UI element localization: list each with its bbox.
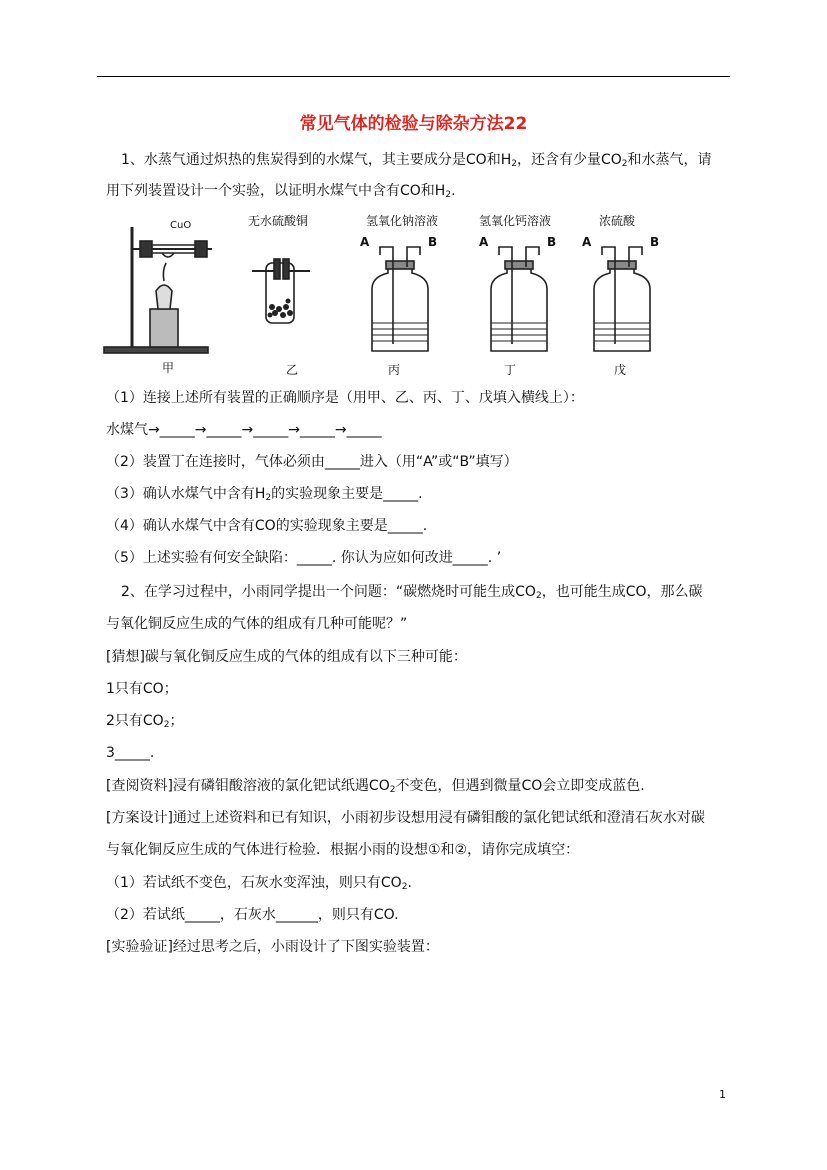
text: .: [407, 875, 412, 891]
q2-option1: 1只有CO；: [106, 681, 178, 697]
q1-part3: [106, 484, 423, 508]
q1-chain: 水煤气→_____→_____→_____→_____→_____: [106, 422, 382, 438]
q2-option2: [106, 711, 183, 735]
header-rule: [97, 76, 730, 77]
text: [查阅资料]浸有磷钼酸溶液的氯化钯试纸遇CO: [106, 778, 390, 794]
subscript: 2: [401, 882, 408, 892]
subscript: 2: [511, 159, 517, 169]
port-a-wu: A: [582, 235, 592, 249]
subscript: 2: [389, 785, 396, 795]
q2-design1: [方案设计]通过上述资料和已有知识，小雨初步设想用浸有磷钼酸的氯化钯试纸和澄清石灰水对碳: [106, 810, 705, 826]
subscript: 2: [535, 591, 542, 601]
label-h2so4: 浓硫酸: [599, 214, 636, 228]
text: ，也可能生成CO，那么碳: [541, 584, 703, 600]
port-b-ding: B: [547, 235, 557, 249]
q1-line1: [121, 150, 712, 174]
cuo-label: CuO: [170, 220, 192, 231]
label-anhydrous-cuso4: 无水硫酸铜: [248, 214, 309, 228]
subscript: 2: [445, 190, 452, 200]
text: 和水蒸气，请: [627, 152, 712, 168]
text: ；: [169, 713, 184, 729]
q1-part1: （1）连接上述所有装置的正确顺序是（用甲、乙、丙、丁、戊填入横线上）：: [106, 390, 584, 406]
text: 1、水蒸气通过炽热的焦炭得到的水煤气，其主要成分是CO和H: [121, 152, 512, 168]
q1-part2: （2）装置丁在连接时，气体必须由_____进入（用“A”或“B”填写）: [106, 454, 518, 470]
page-number: 1: [719, 1088, 726, 1101]
page-title: 常见气体的检验与除杂方法22: [299, 114, 528, 134]
q2-fill2: （2）若试纸_____，石灰水______，则只有CO.: [106, 907, 399, 923]
q2-design2: 与氧化铜反应生成的气体进行检验．根据小雨的设想①和②，请你完成填空：: [106, 842, 580, 858]
label-jia: 甲: [162, 361, 175, 375]
apparatus-ding: [491, 247, 547, 351]
apparatus-yi: [252, 259, 310, 323]
text: .: [451, 183, 456, 199]
q2-guess: [猜想]碳与氧化铜反应生成的气体的组成有以下三种可能：: [106, 649, 467, 665]
apparatus-wu: [594, 247, 650, 351]
port-b-wu: B: [650, 235, 660, 249]
apparatus-bing: [372, 247, 428, 351]
label-bing: 丙: [388, 363, 401, 377]
text: （1）若试纸不变色，石灰水变浑浊，则只有CO: [106, 875, 402, 891]
subscript: 2: [265, 493, 272, 503]
text: 2只有CO: [106, 713, 164, 729]
label-wu: 戊: [614, 363, 627, 377]
port-b-bing: B: [428, 235, 438, 249]
label-naoh: 氢氧化钠溶液: [366, 214, 439, 228]
apparatus-drawing: [102, 209, 662, 385]
q1-part5: （5）上述实验有何安全缺陷：_____. 你认为应如何改进_____. ’: [106, 550, 502, 566]
subscript: 2: [621, 159, 628, 169]
text: （3）确认水煤气中含有H: [106, 486, 266, 502]
text: 的实验现象主要是_____.: [271, 486, 423, 502]
q2-reference: [106, 776, 645, 800]
q2-line1: [121, 582, 703, 606]
label-yi: 乙: [286, 363, 299, 377]
label-caoh2: 氢氧化钙溶液: [479, 214, 552, 228]
apparatus-jia: [104, 227, 212, 353]
text: 用下列装置设计一个实验，以证明水煤气中含有CO和H: [106, 183, 446, 199]
subscript: 2: [163, 720, 170, 730]
text: 不变色，但遇到微量CO会立即变成蓝色.: [395, 778, 645, 794]
q2-option3: 3_____.: [106, 745, 155, 761]
text: 2、在学习过程中，小雨同学提出一个问题：“碳燃烧时可能生成CO: [121, 584, 536, 600]
text: ，还含有少量CO: [516, 152, 622, 168]
port-a-bing: A: [360, 235, 370, 249]
q1-line2: [106, 181, 456, 205]
q2-line2: 与氧化铜反应生成的气体的组成有几种可能呢？”: [106, 616, 408, 632]
label-ding: 丁: [504, 363, 517, 377]
q2-verify: [实验验证]经过思考之后，小雨设计了下图实验装置：: [106, 939, 439, 955]
q2-fill1: [106, 873, 412, 897]
q1-part4: （4）确认水煤气中含有CO的实验现象主要是_____.: [106, 518, 428, 534]
port-a-ding: A: [479, 235, 489, 249]
apparatus-figure: [102, 209, 662, 385]
